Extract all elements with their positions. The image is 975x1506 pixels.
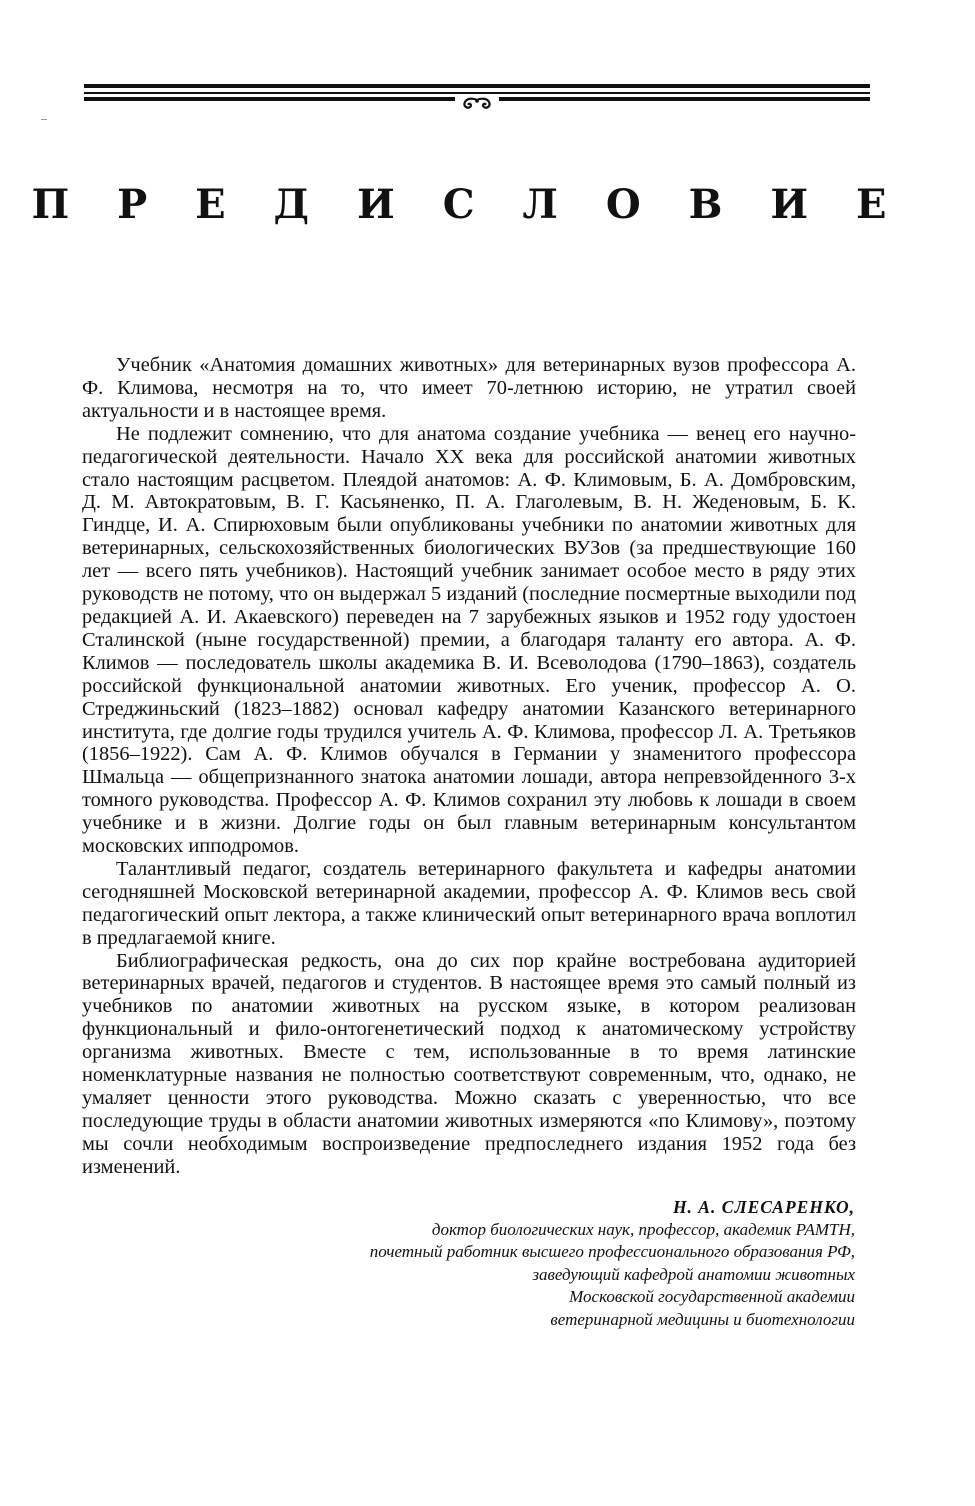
- author-name: Н. А. СЛЕСАРЕНКО,: [672, 1197, 855, 1217]
- author-title-line: почетный работник высшего профессионального образования РФ,: [369, 1242, 855, 1262]
- page-title: П Р Е Д И С Л О В И Е: [31, 180, 904, 228]
- preface-body: [82, 354, 856, 1179]
- paragraph: Талантливый педагог, создатель ветеринарного факультета и кафедры анатомии сегодняшней Московской ветеринарной академии, профессор А. Ф. Климов весь свой педагогический опыт лектора, а также клинический опыт ветеринарного врача воплотил в предлагаемой книге.: [82, 857, 856, 949]
- author-title-line: Московской государственной академии: [569, 1287, 855, 1307]
- rule-line-middle: [84, 92, 870, 94]
- author-signature: [155, 1196, 855, 1332]
- author-title-line: доктор биологических наук, профессор, академик РАМТН,: [431, 1219, 855, 1239]
- header-rule: [84, 82, 870, 112]
- scroll-ornament-icon: [455, 96, 499, 112]
- margin-mark: [41, 119, 47, 120]
- rule-line-top: [84, 84, 870, 88]
- paragraph: Учебник «Анатомия домашних животных» для ветеринарных вузов профессора А. Ф. Климова, несмотря на то, что имеет 70-летнюю историю, не утратил своей актуальности и в настоящее время.: [82, 354, 856, 422]
- paragraph: Не подлежит сомнению, что для анатома создание учебника — венец его научно-педагогической деятельности. Начало XX века для российской анатомии животных стало настоящим расцветом. Плеядой анатомов: А. Ф. Климовым, Б. А. Домбровским, Д. М. Автократовым, В. Г. Касьяненко, П. А. Глаголевым, В. Н. Жеденовым, Б. К. Гиндце, И. А. Спирюховым были опубликованы учебники по анатомии животных для ветеринарных, сельскохозяйственных биологических ВУЗов (за предшествующие 160 лет — всего пять учебников). Настоящий учебник занимает особое место в ряду этих руководств не потому, что он выдержал 5 изданий (последние посмертные выходили под редакцией А. И. Акаевского) переведен на 7 зарубежных языков и 1952 году удостоен Сталинской (ныне государственной) премии, а благодаря таланту его автора. А. Ф. Климов — последователь школы академика В. И. Всеволодова (1790–1863), создатель российской функциональной анатомии животных. Его ученик, профессор А. О. Стреджиньский (1823–1882) основал кафедру анатомии Казанского ветеринарного института, где долгие годы трудился учитель А. Ф. Климова, профессор Л. А. Третьяков (1856–1922). Сам А. Ф. Климов обучался в Германии у знаменитого профессора Шмальца — общепризнанного знатока анатомии лошади, автора непревзойденного 3-х томного руководства. Профессор А. Ф. Климов сохранил эту любовь к лошади в своем учебнике и в жизни. Долгие годы он был главным ветеринарным консультантом московских ипподромов.: [82, 422, 856, 858]
- author-title-line: ветеринарной медицины и биотехнологии: [550, 1309, 855, 1329]
- author-title-line: заведующий кафедрой анатомии животных: [532, 1264, 855, 1284]
- paragraph: Библиографическая редкость, она до сих пор крайне востребована аудиторией ветеринарных врачей, педагогов и студентов. В настоящее время это самый полный из учебников по анатомии животных на русском языке, в котором реализован функциональный и фило-онтогенетический подход к анатомическому устройству организма животных. Вместе с тем, использованные в то время латинские номенклатурные названия не полностью соответствуют современным, что, однако, не умаляет ценности этого руководства. Можно сказать с уверенностью, что все последующие труды в области анатомии животных измеряются «по Климову», поэтому мы сочли необходимым воспроизведение предпоследнего издания 1952 года без изменений.: [82, 949, 856, 1178]
